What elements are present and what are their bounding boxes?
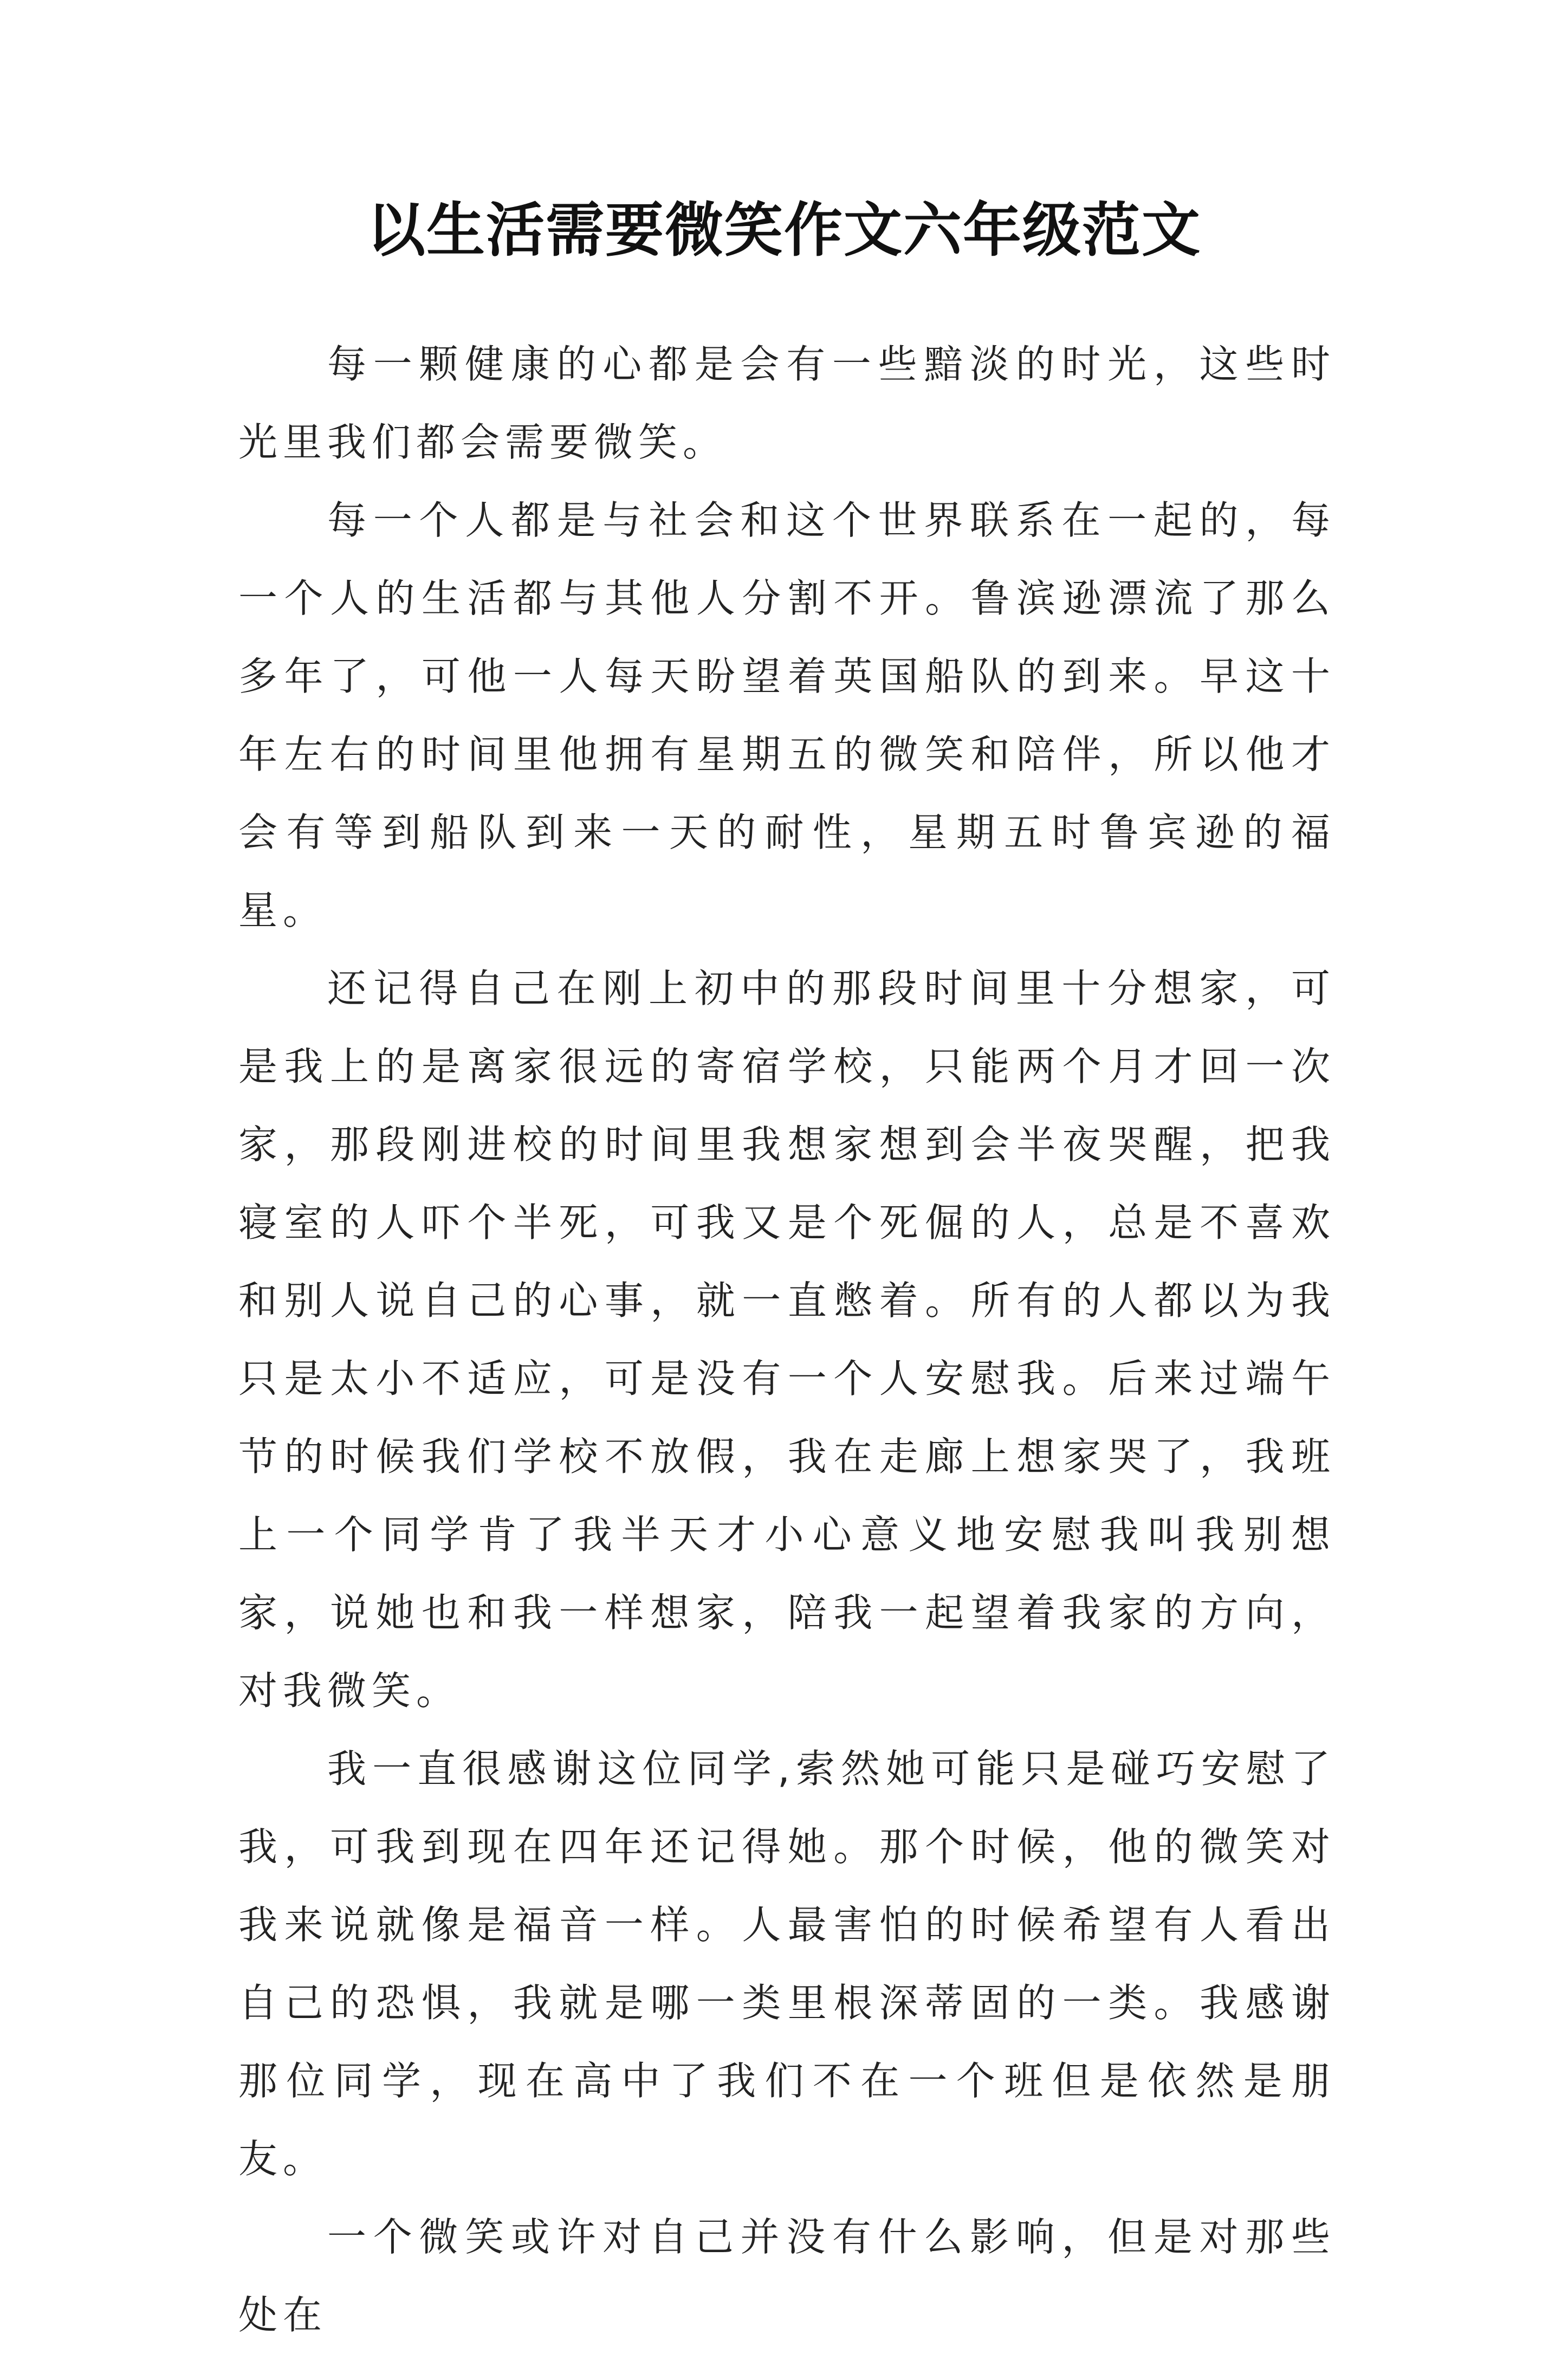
document-title: 以生活需要微笑作文六年级范文 [366,196,1201,264]
paragraph: 我一直很感谢这位同学,索然她可能只是碰巧安慰了我，可我到现在四年还记得她。那个时候，他的微笑对我来说就像是福音一样。人最害怕的时候希望有人看出自己的恐惧，我就是哪一类里根深蒂固的一类。我感谢那位同学，现在高中了我们不在一个班但是依然是朋友。 [238,1746,1336,2182]
document-body [238,325,1336,2354]
paragraph: 每一个人都是与社会和这个世界联系在一起的，每一个人的生活都与其他人分割不开。鲁滨逊漂流了那么多年了，可他一人每天盼望着英国船队的到来。早这十年左右的时间里他拥有星期五的微笑和陪伴，所以他才会有等到船队到来一天的耐性，星期五时鲁宾逊的福星。 [238,497,1336,933]
paragraph: 还记得自己在刚上初中的那段时间里十分想家，可是我上的是离家很远的寄宿学校，只能两个月才回一次家，那段刚进校的时间里我想家想到会半夜哭醒，把我寝室的人吓个半死，可我又是个死倔的人，总是不喜欢和别人说自己的心事，就一直憋着。所有的人都以为我只是太小不适应，可是没有一个人安慰我。后来过端午节的时候我们学校不放假，我在走廊上想家哭了，我班上一个同学肯了我半天才小心意义地安慰我叫我别想家，说她也和我一样想家，陪我一起望着我家的方向，对我微笑。 [238,966,1336,1713]
paragraph: 每一颗健康的心都是会有一些黯淡的时光，这些时光里我们都会需要微笑。 [238,341,1336,465]
paragraph: 一个微笑或许对自己并没有什么影响，但是对那些处在 [238,2214,1336,2338]
